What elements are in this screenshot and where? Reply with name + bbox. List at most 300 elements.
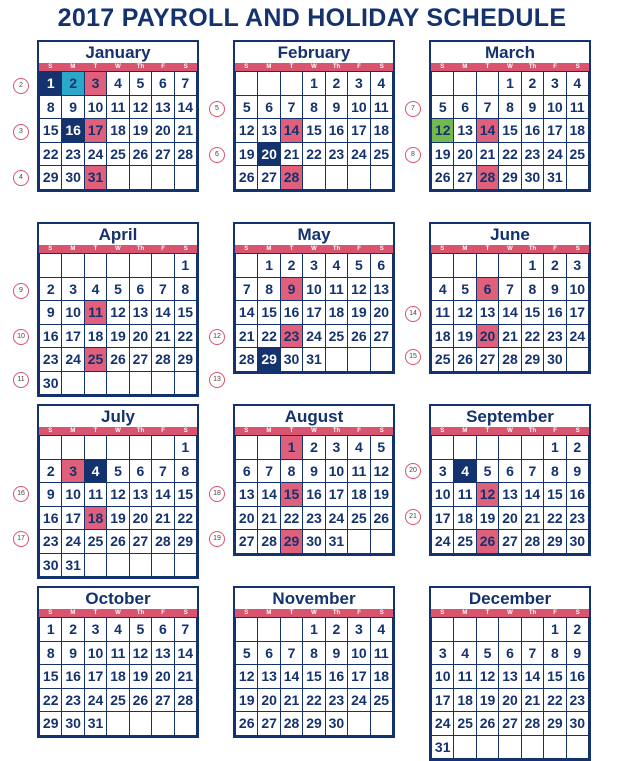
empty-cell	[152, 254, 174, 278]
weekday-label: W	[507, 246, 513, 252]
day-cell: 1	[544, 436, 566, 460]
empty-cell	[107, 554, 129, 578]
day-grid	[39, 435, 197, 577]
day-cell: 10	[544, 96, 566, 120]
day-cell: 26	[130, 689, 152, 713]
day-cell: 2	[62, 72, 84, 96]
day-cell: 31	[544, 166, 566, 190]
day-cell: 28	[522, 712, 544, 736]
weekday-label: W	[311, 246, 317, 252]
empty-cell	[152, 712, 174, 736]
empty-cell	[454, 254, 476, 278]
weekday-label: Th	[528, 64, 537, 70]
day-grid	[431, 253, 589, 372]
day-cell: 8	[303, 642, 325, 666]
day-cell: 16	[326, 119, 348, 143]
weekday-label: W	[507, 610, 513, 616]
day-cell: 5	[236, 96, 258, 120]
day-cell: 11	[454, 483, 476, 507]
day-cell: 2	[62, 618, 84, 642]
day-cell: 23	[326, 689, 348, 713]
day-cell: 24	[326, 507, 348, 531]
weekday-label: M	[462, 246, 468, 252]
empty-cell	[348, 712, 370, 736]
day-grid	[39, 617, 197, 736]
day-cell: 10	[85, 642, 107, 666]
day-cell: 4	[454, 642, 476, 666]
weekday-label: W	[311, 610, 317, 616]
day-cell: 14	[258, 483, 280, 507]
day-cell: 12	[130, 96, 152, 120]
day-cell: 5	[348, 254, 370, 278]
empty-cell	[40, 254, 62, 278]
day-cell: 9	[544, 278, 566, 302]
day-cell: 15	[544, 483, 566, 507]
weekday-label: S	[183, 428, 188, 434]
empty-cell	[522, 436, 544, 460]
pay-period-marker: 15	[405, 349, 421, 365]
day-cell: 1	[303, 72, 325, 96]
day-cell: 14	[152, 483, 174, 507]
day-cell: 17	[326, 483, 348, 507]
day-cell: 20	[236, 507, 258, 531]
day-cell: 18	[432, 325, 454, 349]
day-cell: 23	[567, 689, 589, 713]
day-cell: 30	[62, 166, 84, 190]
weekday-label: F	[357, 428, 361, 434]
day-cell: 24	[303, 325, 325, 349]
month-december	[429, 586, 591, 761]
day-cell: 8	[281, 460, 303, 484]
day-cell: 1	[40, 72, 62, 96]
weekday-label: W	[115, 428, 121, 434]
day-cell: 15	[175, 483, 197, 507]
weekday-label: S	[379, 64, 384, 70]
day-cell: 29	[40, 166, 62, 190]
day-cell: 15	[40, 119, 62, 143]
empty-cell	[175, 166, 197, 190]
day-cell: 20	[130, 325, 152, 349]
day-cell: 11	[371, 642, 393, 666]
weekday-label: S	[244, 428, 249, 434]
day-cell: 15	[303, 665, 325, 689]
month-march	[429, 40, 591, 192]
day-cell: 23	[303, 507, 325, 531]
day-cell: 14	[152, 301, 174, 325]
day-cell: 25	[371, 143, 393, 167]
day-cell: 12	[107, 483, 129, 507]
day-cell: 13	[477, 301, 499, 325]
day-cell: 18	[85, 507, 107, 531]
day-cell: 10	[567, 278, 589, 302]
day-cell: 30	[522, 166, 544, 190]
day-cell: 12	[236, 665, 258, 689]
day-cell: 5	[432, 96, 454, 120]
day-cell: 17	[62, 507, 84, 531]
day-cell: 6	[371, 254, 393, 278]
empty-cell	[326, 348, 348, 372]
day-cell: 2	[40, 278, 62, 302]
day-cell: 20	[371, 301, 393, 325]
pay-period-marker: 18	[209, 486, 225, 502]
day-cell: 7	[477, 96, 499, 120]
day-cell: 29	[175, 530, 197, 554]
pay-period-marker: 13	[209, 372, 225, 388]
day-cell: 4	[348, 436, 370, 460]
day-cell: 24	[85, 689, 107, 713]
day-cell: 5	[371, 436, 393, 460]
day-cell: 5	[477, 460, 499, 484]
day-cell: 12	[454, 301, 476, 325]
day-cell: 8	[258, 278, 280, 302]
day-cell: 4	[432, 278, 454, 302]
day-cell: 25	[454, 530, 476, 554]
day-cell: 18	[454, 507, 476, 531]
day-cell: 14	[499, 301, 521, 325]
weekday-label: F	[161, 64, 165, 70]
day-cell: 27	[130, 348, 152, 372]
day-cell: 4	[85, 460, 107, 484]
day-cell: 30	[567, 712, 589, 736]
day-cell: 30	[62, 712, 84, 736]
day-cell: 17	[432, 507, 454, 531]
weekday-label: M	[462, 64, 468, 70]
day-cell: 5	[454, 278, 476, 302]
day-cell: 15	[258, 301, 280, 325]
empty-cell	[152, 372, 174, 396]
weekday-header	[235, 245, 393, 253]
day-cell: 15	[303, 119, 325, 143]
weekday-label: S	[183, 64, 188, 70]
day-cell: 2	[567, 618, 589, 642]
empty-cell	[348, 530, 370, 554]
weekday-label: Th	[332, 610, 341, 616]
day-cell: 28	[236, 348, 258, 372]
weekday-label: Th	[528, 246, 537, 252]
weekday-label: T	[289, 246, 294, 252]
empty-cell	[371, 530, 393, 554]
empty-cell	[152, 166, 174, 190]
day-cell: 26	[107, 348, 129, 372]
empty-cell	[85, 436, 107, 460]
empty-cell	[62, 372, 84, 396]
day-cell: 4	[85, 278, 107, 302]
day-cell: 17	[544, 119, 566, 143]
day-cell: 12	[107, 301, 129, 325]
month-november	[233, 586, 395, 738]
day-cell: 9	[522, 96, 544, 120]
weekday-label: S	[183, 246, 188, 252]
day-cell: 3	[303, 254, 325, 278]
page-title: 2017 PAYROLL AND HOLIDAY SCHEDULE	[57, 4, 567, 32]
day-cell: 29	[175, 348, 197, 372]
day-cell: 28	[281, 166, 303, 190]
empty-cell	[567, 348, 589, 372]
pay-period-marker: 2	[13, 78, 29, 94]
day-cell: 5	[107, 460, 129, 484]
weekday-label: Th	[332, 428, 341, 434]
day-cell: 19	[454, 325, 476, 349]
day-cell: 11	[107, 642, 129, 666]
empty-cell	[175, 372, 197, 396]
day-cell: 31	[85, 712, 107, 736]
day-cell: 24	[348, 143, 370, 167]
weekday-label: S	[440, 428, 445, 434]
day-cell: 4	[371, 618, 393, 642]
weekday-label: T	[485, 610, 490, 616]
day-cell: 7	[281, 642, 303, 666]
day-cell: 18	[85, 325, 107, 349]
day-cell: 1	[499, 72, 521, 96]
day-cell: 17	[348, 119, 370, 143]
day-cell: 15	[175, 301, 197, 325]
weekday-label: T	[93, 610, 98, 616]
day-cell: 5	[107, 278, 129, 302]
empty-cell	[371, 166, 393, 190]
day-cell: 31	[432, 736, 454, 760]
day-cell: 22	[544, 689, 566, 713]
day-cell: 9	[326, 642, 348, 666]
empty-cell	[567, 166, 589, 190]
day-cell: 27	[499, 530, 521, 554]
day-cell: 26	[477, 530, 499, 554]
day-cell: 10	[348, 642, 370, 666]
weekday-label: S	[440, 246, 445, 252]
weekday-label: T	[289, 428, 294, 434]
day-cell: 21	[281, 143, 303, 167]
day-cell: 2	[281, 254, 303, 278]
day-cell: 18	[326, 301, 348, 325]
day-cell: 9	[40, 301, 62, 325]
day-cell: 1	[175, 436, 197, 460]
day-cell: 29	[522, 348, 544, 372]
day-cell: 17	[567, 301, 589, 325]
day-cell: 18	[567, 119, 589, 143]
weekday-label: F	[553, 610, 557, 616]
day-cell: 15	[499, 119, 521, 143]
day-cell: 2	[326, 618, 348, 642]
empty-cell	[477, 254, 499, 278]
day-cell: 13	[258, 119, 280, 143]
day-cell: 18	[107, 119, 129, 143]
day-cell: 2	[40, 460, 62, 484]
empty-cell	[40, 436, 62, 460]
empty-cell	[62, 436, 84, 460]
empty-cell	[371, 712, 393, 736]
day-cell: 20	[152, 665, 174, 689]
empty-cell	[130, 254, 152, 278]
day-cell: 23	[326, 143, 348, 167]
day-cell: 19	[130, 665, 152, 689]
day-cell: 6	[236, 460, 258, 484]
day-cell: 27	[130, 530, 152, 554]
weekday-label: S	[183, 610, 188, 616]
day-cell: 2	[522, 72, 544, 96]
weekday-label: T	[485, 64, 490, 70]
empty-cell	[130, 372, 152, 396]
day-cell: 26	[371, 507, 393, 531]
weekday-label: Th	[528, 428, 537, 434]
month-name: October	[85, 589, 151, 608]
day-cell: 26	[477, 712, 499, 736]
weekday-label: W	[311, 428, 317, 434]
month-name: June	[490, 225, 530, 244]
day-cell: 8	[544, 642, 566, 666]
day-cell: 1	[522, 254, 544, 278]
day-cell: 8	[544, 460, 566, 484]
weekday-label: T	[485, 246, 490, 252]
day-cell: 16	[62, 665, 84, 689]
pay-period-marker: 4	[13, 170, 29, 186]
weekday-header	[235, 609, 393, 617]
day-cell: 21	[236, 325, 258, 349]
day-cell: 6	[499, 460, 521, 484]
day-cell: 1	[544, 618, 566, 642]
day-cell: 20	[130, 507, 152, 531]
day-cell: 12	[130, 642, 152, 666]
weekday-label: Th	[136, 428, 145, 434]
day-cell: 13	[152, 96, 174, 120]
day-cell: 19	[477, 689, 499, 713]
day-cell: 18	[454, 689, 476, 713]
day-cell: 4	[454, 460, 476, 484]
empty-cell	[432, 254, 454, 278]
day-cell: 12	[348, 278, 370, 302]
day-cell: 7	[499, 278, 521, 302]
empty-cell	[281, 72, 303, 96]
day-cell: 9	[326, 96, 348, 120]
day-cell: 6	[258, 642, 280, 666]
empty-cell	[499, 436, 521, 460]
empty-cell	[326, 166, 348, 190]
day-cell: 26	[348, 325, 370, 349]
day-cell: 4	[326, 254, 348, 278]
weekday-label: S	[575, 428, 580, 434]
weekday-label: T	[289, 610, 294, 616]
weekday-label: W	[115, 246, 121, 252]
day-cell: 24	[432, 712, 454, 736]
weekday-label: S	[575, 64, 580, 70]
day-cell: 21	[522, 689, 544, 713]
empty-cell	[175, 712, 197, 736]
day-cell: 20	[499, 689, 521, 713]
day-cell: 11	[567, 96, 589, 120]
day-cell: 28	[477, 166, 499, 190]
day-cell: 2	[567, 436, 589, 460]
day-cell: 30	[303, 530, 325, 554]
day-cell: 7	[175, 72, 197, 96]
day-cell: 22	[499, 143, 521, 167]
day-cell: 17	[432, 689, 454, 713]
day-cell: 22	[175, 325, 197, 349]
empty-cell	[85, 554, 107, 578]
pay-period-marker: 10	[13, 329, 29, 345]
day-cell: 29	[499, 166, 521, 190]
month-name: April	[98, 225, 138, 244]
day-grid	[235, 253, 393, 372]
weekday-label: T	[289, 64, 294, 70]
day-cell: 3	[544, 72, 566, 96]
day-cell: 10	[62, 301, 84, 325]
empty-cell	[371, 348, 393, 372]
month-name: September	[466, 407, 554, 426]
day-cell: 28	[281, 712, 303, 736]
day-cell: 21	[258, 507, 280, 531]
day-cell: 22	[522, 325, 544, 349]
month-name: May	[297, 225, 331, 244]
day-cell: 20	[499, 507, 521, 531]
pay-period-marker: 11	[13, 372, 29, 388]
day-cell: 6	[152, 618, 174, 642]
day-cell: 19	[348, 301, 370, 325]
weekday-label: S	[48, 64, 53, 70]
empty-cell	[522, 736, 544, 760]
weekday-label: W	[115, 610, 121, 616]
day-cell: 3	[326, 436, 348, 460]
day-cell: 13	[499, 483, 521, 507]
day-cell: 27	[152, 143, 174, 167]
day-cell: 16	[326, 665, 348, 689]
day-cell: 10	[303, 278, 325, 302]
day-cell: 19	[236, 143, 258, 167]
day-cell: 14	[522, 483, 544, 507]
day-cell: 25	[567, 143, 589, 167]
weekday-label: T	[93, 246, 98, 252]
empty-cell	[85, 372, 107, 396]
day-cell: 8	[522, 278, 544, 302]
day-grid	[235, 617, 393, 736]
weekday-label: Th	[136, 610, 145, 616]
day-cell: 28	[258, 530, 280, 554]
day-cell: 29	[544, 530, 566, 554]
pay-period-marker: 17	[13, 531, 29, 547]
day-cell: 9	[62, 96, 84, 120]
day-cell: 21	[175, 665, 197, 689]
pay-period-marker: 14	[405, 306, 421, 322]
day-cell: 31	[85, 166, 107, 190]
day-cell: 10	[62, 483, 84, 507]
day-cell: 30	[326, 712, 348, 736]
day-cell: 27	[477, 348, 499, 372]
empty-cell	[432, 72, 454, 96]
weekday-label: W	[311, 64, 317, 70]
day-cell: 16	[40, 325, 62, 349]
day-cell: 14	[175, 96, 197, 120]
weekday-label: F	[161, 428, 165, 434]
weekday-label: F	[357, 610, 361, 616]
day-cell: 11	[454, 665, 476, 689]
day-cell: 26	[130, 143, 152, 167]
empty-cell	[477, 436, 499, 460]
day-cell: 9	[303, 460, 325, 484]
weekday-label: S	[379, 610, 384, 616]
weekday-label: F	[553, 246, 557, 252]
day-cell: 14	[175, 642, 197, 666]
weekday-header	[39, 609, 197, 617]
day-cell: 8	[175, 278, 197, 302]
day-cell: 4	[567, 72, 589, 96]
weekday-label: S	[440, 610, 445, 616]
day-cell: 12	[432, 119, 454, 143]
weekday-label: S	[244, 64, 249, 70]
day-cell: 22	[303, 689, 325, 713]
day-cell: 3	[432, 460, 454, 484]
day-cell: 25	[85, 530, 107, 554]
day-cell: 16	[303, 483, 325, 507]
day-cell: 7	[522, 642, 544, 666]
weekday-label: W	[115, 64, 121, 70]
pay-period-marker: 3	[13, 124, 29, 140]
